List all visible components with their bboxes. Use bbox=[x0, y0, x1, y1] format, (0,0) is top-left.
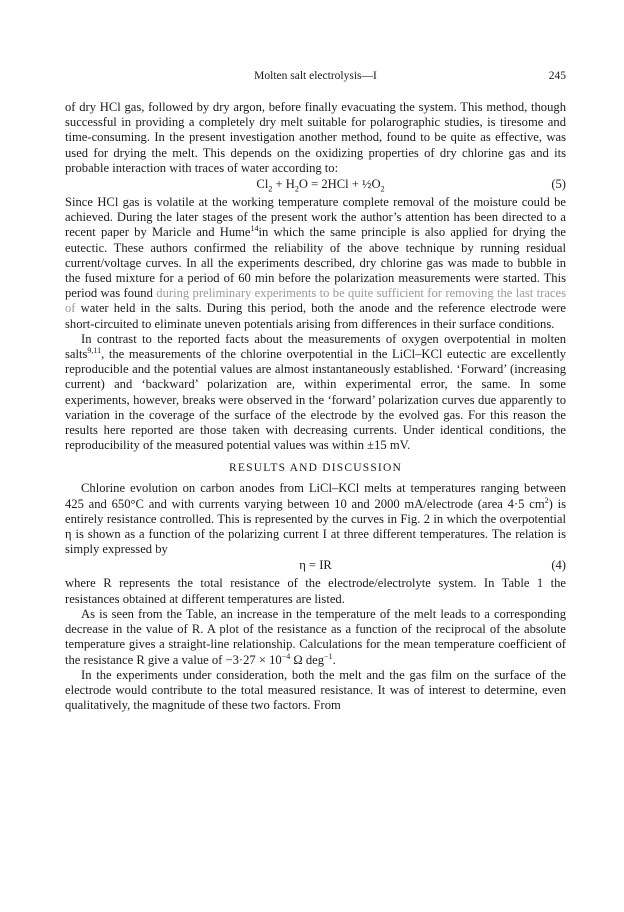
reference-superscript: 14 bbox=[250, 224, 259, 234]
equation-4-number: (4) bbox=[551, 558, 566, 573]
running-title: Molten salt electrolysis—I bbox=[254, 70, 377, 82]
equation-4-expression: η = IR bbox=[299, 558, 332, 573]
page-number: 245 bbox=[548, 70, 566, 82]
paragraph-gas-film: In the experiments under consideration, both the melt and the gas film on the surface of the electrode would contribute to the total measured resistance. It was of interest to determine, even qualitatively, the magnitude of these two factors. From bbox=[65, 667, 566, 713]
paragraph-drying-method: of dry HCl gas, followed by dry argon, before finally evacuating the system. This method, though successful in providing a completely dry melt suitable for polarographic studies, is tiresome and time-consuming. In the present investigation another method, found to be quite as effective, was used for drying the melt. This depends on the oxidizing properties of dry chlorine gas and its probable interaction with traces of water according to: bbox=[65, 100, 566, 175]
paragraph-moisture-removal: Since HCl gas is volatile at the working temperature complete removal of the moisture could be achieved. During the later stages of the present work the author’s attention has been directed to a recent paper by Maricle and Hume$^{14}$in which the same principle is also applied for drying the eutectic. These authors confirmed the reliability of the above technique by running residual current/voltage curves. In all the experiments described, dry chlorine gas was made to bubble in the fused mixture for a period of 60 min before the polarization measurements were started. This period was found during preliminary experiments to be quite sufficient for removing the last traces of water held in the salts. During this period, both the anode and the reference electrode were short-circuited to eliminate uneven potentials arising from differences in their surface conditions. bbox=[65, 195, 567, 331]
faded-line: during preliminary experiments to be quite sufficient for removing the last traces of bbox=[65, 286, 567, 316]
reference-superscript: 9,11 bbox=[87, 345, 102, 355]
section-heading: RESULTS AND DISCUSSION bbox=[229, 462, 402, 475]
equation-5-number: (5) bbox=[551, 177, 566, 192]
paragraph-temperature-coefficient: As is seen from the Table, an increase in the temperature of the melt leads to a corresponding decrease in the value of R. A plot of the resistance as a function of the reciprocal of the absolute temperature gives a straight-line relationship. Calculations for the mean temperature coefficient of the resistance R give a value of $-3\cdot 27 \times 10^{-4}$ Ω deg$^{-1}$. bbox=[65, 606, 566, 667]
paragraph-chlorine-evolution: Chlorine evolution on carbon anodes from LiCl–KCl melts at temperatures ranging between 425 and 650°C and with currents varying between 10 and 2000 mA/electrode (area 4·5 $cm^2$) is entirely resistance controlled. This is represented by the curves in Fig. 2 in which the overpotential η is shown as a function of the polarizing current I at three different temperatures. The relation is simply expressed by bbox=[65, 481, 566, 557]
equation-5 bbox=[65, 177, 566, 194]
equation-4 bbox=[65, 558, 566, 575]
paragraph-chlorine-overpotential: In contrast to the reported facts about the measurements of oxygen overpotential in molten salts$^{9,11}$, the measurements of the chlorine overpotential in the LiCl–KCl eutectic are excellently reproducible and the potential values are almost instantaneously established. ‘Forward’ (increasing current) and ‘backward’ polarization are, within experimental error, the same. In some experiments, however, breaks were observed in the ‘forward’ polarization curves due apparently to variation in the coverage of the surface of the electrode by the evolved gas. For this reason the results here reported are those taken with decreasing currents. Under identical conditions, the reproducibility of the measured potential values was within ±15 mV. bbox=[65, 331, 566, 453]
paragraph-total-resistance: where R represents the total resistance of the electrode/electrolyte system. In Table 1 the resistances obtained at different temperatures are listed. bbox=[65, 576, 566, 606]
equation-5-expression: $Cl_2 + H_2O = 2HCl$ + $\frac{1}{2}O_2$ bbox=[256, 177, 385, 194]
running-header bbox=[65, 70, 566, 92]
